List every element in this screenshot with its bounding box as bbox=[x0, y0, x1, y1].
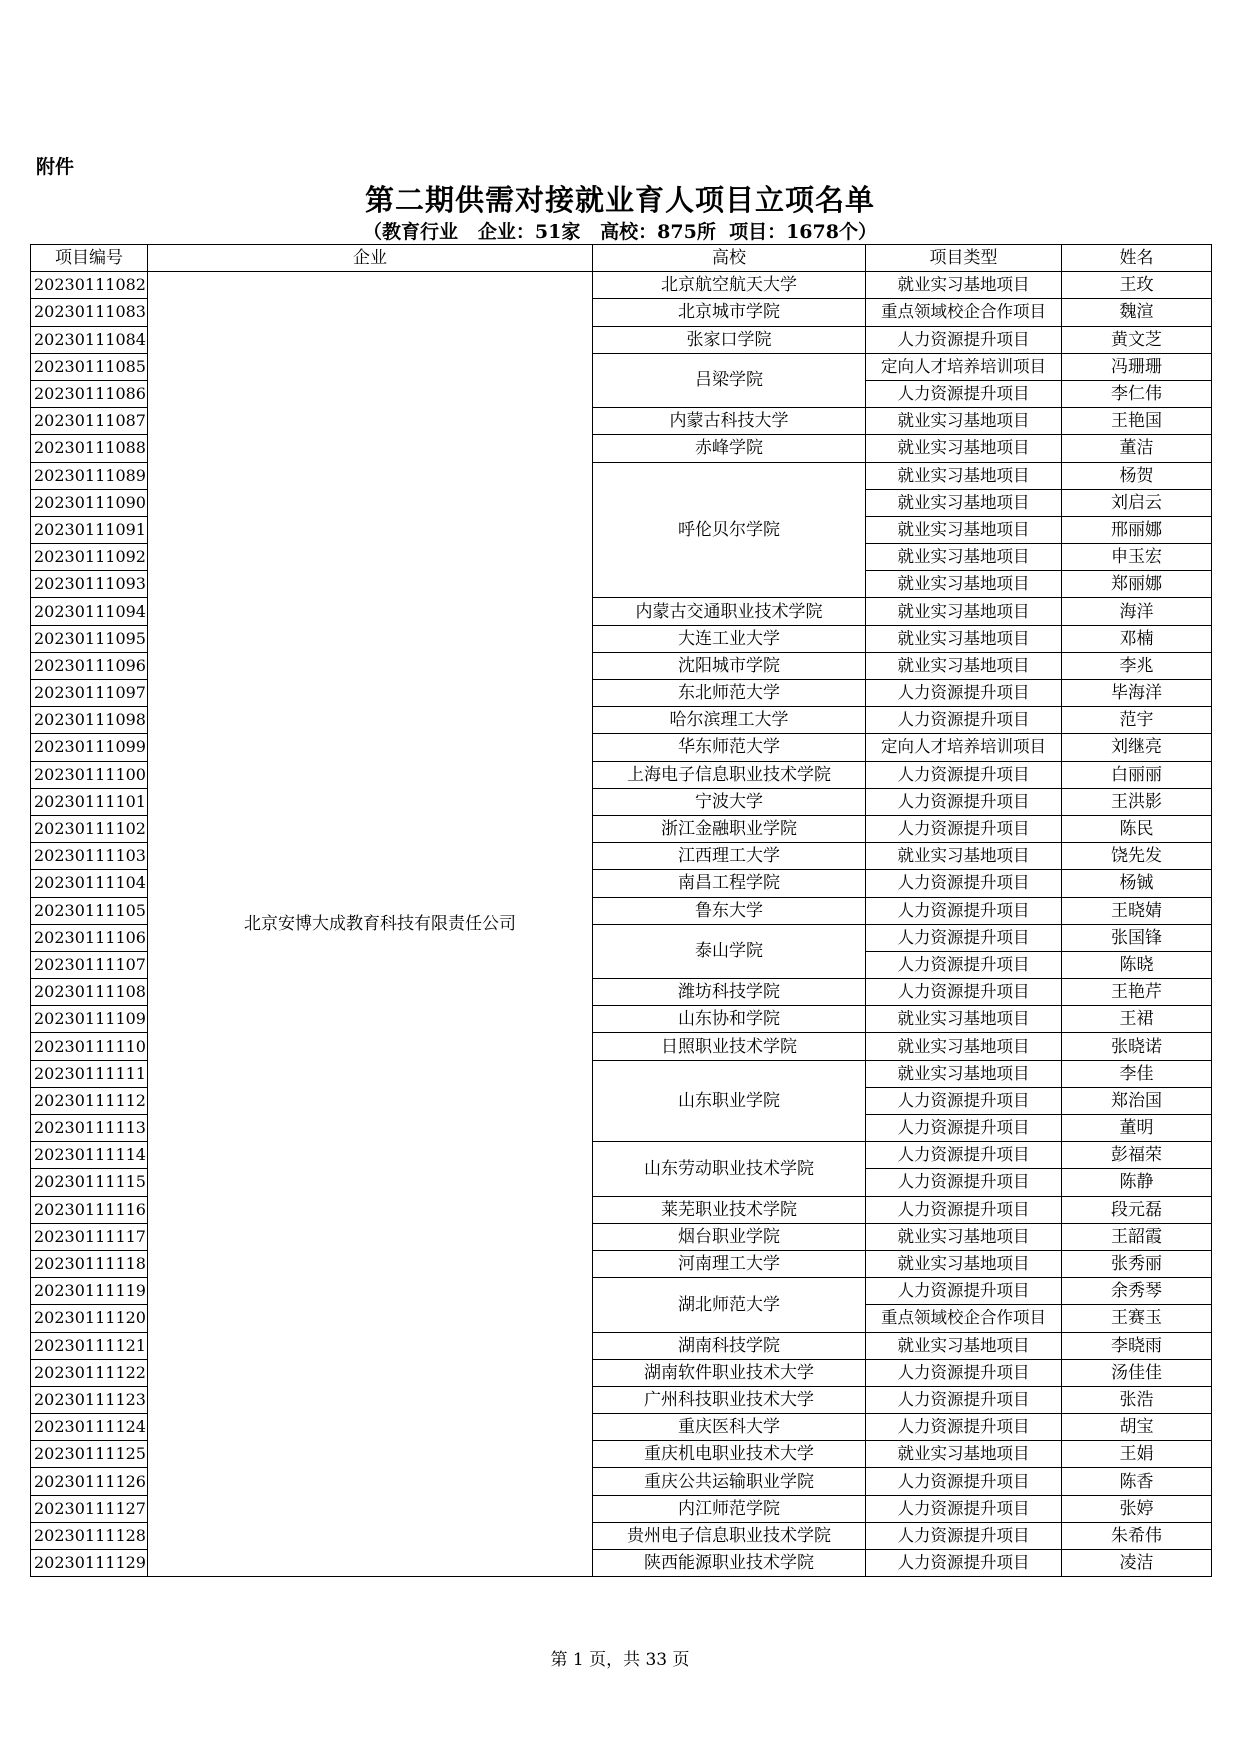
person-name-cell: 王晓婧 bbox=[1062, 897, 1212, 924]
page-title: 第二期供需对接就业育人项目立项名单 bbox=[364, 183, 875, 217]
school-cell: 上海电子信息职业技术学院 bbox=[593, 761, 866, 788]
person-name-cell: 申玉宏 bbox=[1062, 544, 1212, 571]
person-name-cell: 王洪影 bbox=[1062, 788, 1212, 815]
person-name-cell: 张浩 bbox=[1062, 1386, 1212, 1413]
school-cell: 山东劳动职业技术学院 bbox=[593, 1142, 866, 1196]
project-type-cell: 人力资源提升项目 bbox=[866, 788, 1062, 815]
school-cell: 呼伦贝尔学院 bbox=[593, 462, 866, 598]
project-type-cell: 人力资源提升项目 bbox=[866, 1468, 1062, 1495]
project-type-cell: 人力资源提升项目 bbox=[866, 979, 1062, 1006]
person-name-cell: 段元磊 bbox=[1062, 1196, 1212, 1223]
person-name-cell: 张婷 bbox=[1062, 1495, 1212, 1522]
attachment-label: 附件 bbox=[36, 156, 75, 178]
project-id-cell: 20230111123 bbox=[31, 1386, 148, 1413]
school-cell: 重庆机电职业技术大学 bbox=[593, 1441, 866, 1468]
school-cell: 山东职业学院 bbox=[593, 1060, 866, 1142]
person-name-cell: 毕海洋 bbox=[1062, 680, 1212, 707]
school-cell: 浙江金融职业学院 bbox=[593, 815, 866, 842]
project-id-cell: 20230111109 bbox=[31, 1006, 148, 1033]
page-footer: 第 1 页，共 33 页 bbox=[550, 1650, 690, 1670]
header-name: 姓名 bbox=[1062, 245, 1212, 272]
project-id-cell: 20230111083 bbox=[31, 299, 148, 326]
person-name-cell: 董明 bbox=[1062, 1115, 1212, 1142]
project-id-cell: 20230111106 bbox=[31, 924, 148, 951]
school-cell: 河南理工大学 bbox=[593, 1250, 866, 1277]
person-name-cell: 王玫 bbox=[1062, 272, 1212, 299]
project-id-cell: 20230111084 bbox=[31, 326, 148, 353]
page-subtitle: （教育行业 企业：51家 高校：875所 项目：1678个） bbox=[363, 221, 877, 243]
project-id-cell: 20230111107 bbox=[31, 951, 148, 978]
person-name-cell: 王韶霞 bbox=[1062, 1223, 1212, 1250]
school-cell: 广州科技职业技术大学 bbox=[593, 1386, 866, 1413]
school-cell: 内蒙古科技大学 bbox=[593, 408, 866, 435]
person-name-cell: 陈晓 bbox=[1062, 951, 1212, 978]
school-cell: 贵州电子信息职业技术学院 bbox=[593, 1522, 866, 1549]
project-id-cell: 20230111124 bbox=[31, 1414, 148, 1441]
school-cell: 重庆医科大学 bbox=[593, 1414, 866, 1441]
project-id-cell: 20230111128 bbox=[31, 1522, 148, 1549]
header-project-type: 项目类型 bbox=[866, 245, 1062, 272]
project-id-cell: 20230111119 bbox=[31, 1278, 148, 1305]
person-name-cell: 王艳芹 bbox=[1062, 979, 1212, 1006]
person-name-cell: 汤佳佳 bbox=[1062, 1359, 1212, 1386]
project-id-cell: 20230111117 bbox=[31, 1223, 148, 1250]
project-type-cell: 人力资源提升项目 bbox=[866, 1359, 1062, 1386]
project-id-cell: 20230111125 bbox=[31, 1441, 148, 1468]
project-id-cell: 20230111102 bbox=[31, 815, 148, 842]
project-type-cell: 人力资源提升项目 bbox=[866, 1142, 1062, 1169]
school-cell: 北京航空航天大学 bbox=[593, 272, 866, 299]
project-type-cell: 就业实习基地项目 bbox=[866, 1223, 1062, 1250]
project-type-cell: 就业实习基地项目 bbox=[866, 435, 1062, 462]
school-cell: 江西理工大学 bbox=[593, 843, 866, 870]
person-name-cell: 陈静 bbox=[1062, 1169, 1212, 1196]
school-cell: 吕梁学院 bbox=[593, 353, 866, 407]
project-id-cell: 20230111093 bbox=[31, 571, 148, 598]
project-type-cell: 人力资源提升项目 bbox=[866, 326, 1062, 353]
project-type-cell: 人力资源提升项目 bbox=[866, 1414, 1062, 1441]
project-type-cell: 就业实习基地项目 bbox=[866, 516, 1062, 543]
school-cell: 日照职业技术学院 bbox=[593, 1033, 866, 1060]
person-name-cell: 杨铖 bbox=[1062, 870, 1212, 897]
project-type-cell: 人力资源提升项目 bbox=[866, 1115, 1062, 1142]
project-id-cell: 20230111100 bbox=[31, 761, 148, 788]
school-cell: 赤峰学院 bbox=[593, 435, 866, 462]
project-type-cell: 就业实习基地项目 bbox=[866, 1441, 1062, 1468]
person-name-cell: 陈香 bbox=[1062, 1468, 1212, 1495]
person-name-cell: 刘启云 bbox=[1062, 489, 1212, 516]
person-name-cell: 邓楠 bbox=[1062, 625, 1212, 652]
header-enterprise: 企业 bbox=[148, 245, 593, 272]
project-type-cell: 定向人才培养培训项目 bbox=[866, 734, 1062, 761]
project-id-cell: 20230111086 bbox=[31, 380, 148, 407]
project-id-cell: 20230111108 bbox=[31, 979, 148, 1006]
person-name-cell: 李兆 bbox=[1062, 652, 1212, 679]
project-type-cell: 人力资源提升项目 bbox=[866, 924, 1062, 951]
project-id-cell: 20230111085 bbox=[31, 353, 148, 380]
person-name-cell: 朱希伟 bbox=[1062, 1522, 1212, 1549]
person-name-cell: 李晓雨 bbox=[1062, 1332, 1212, 1359]
person-name-cell: 张秀丽 bbox=[1062, 1250, 1212, 1277]
person-name-cell: 王娟 bbox=[1062, 1441, 1212, 1468]
project-id-cell: 20230111089 bbox=[31, 462, 148, 489]
project-id-cell: 20230111121 bbox=[31, 1332, 148, 1359]
person-name-cell: 王裙 bbox=[1062, 1006, 1212, 1033]
project-id-cell: 20230111082 bbox=[31, 272, 148, 299]
project-id-cell: 20230111110 bbox=[31, 1033, 148, 1060]
school-cell: 鲁东大学 bbox=[593, 897, 866, 924]
school-cell: 沈阳城市学院 bbox=[593, 652, 866, 679]
person-name-cell: 王赛玉 bbox=[1062, 1305, 1212, 1332]
project-id-cell: 20230111090 bbox=[31, 489, 148, 516]
school-cell: 潍坊科技学院 bbox=[593, 979, 866, 1006]
project-id-cell: 20230111097 bbox=[31, 680, 148, 707]
project-id-cell: 20230111115 bbox=[31, 1169, 148, 1196]
project-id-cell: 20230111122 bbox=[31, 1359, 148, 1386]
project-type-cell: 就业实习基地项目 bbox=[866, 843, 1062, 870]
project-id-cell: 20230111113 bbox=[31, 1115, 148, 1142]
school-cell: 莱芜职业技术学院 bbox=[593, 1196, 866, 1223]
project-type-cell: 重点领域校企合作项目 bbox=[866, 299, 1062, 326]
person-name-cell: 凌洁 bbox=[1062, 1550, 1212, 1577]
project-type-cell: 人力资源提升项目 bbox=[866, 680, 1062, 707]
enterprise-cell: 北京安博大成教育科技有限责任公司 bbox=[148, 272, 593, 1577]
project-type-cell: 就业实习基地项目 bbox=[866, 489, 1062, 516]
person-name-cell: 彭福荣 bbox=[1062, 1142, 1212, 1169]
table-body bbox=[31, 272, 1212, 1577]
school-cell: 北京城市学院 bbox=[593, 299, 866, 326]
table-row bbox=[31, 272, 1212, 299]
person-name-cell: 余秀琴 bbox=[1062, 1278, 1212, 1305]
person-name-cell: 张国锋 bbox=[1062, 924, 1212, 951]
project-type-cell: 人力资源提升项目 bbox=[866, 761, 1062, 788]
project-type-cell: 人力资源提升项目 bbox=[866, 1550, 1062, 1577]
project-id-cell: 20230111118 bbox=[31, 1250, 148, 1277]
header-project-id: 项目编号 bbox=[31, 245, 148, 272]
project-type-cell: 就业实习基地项目 bbox=[866, 1060, 1062, 1087]
project-id-cell: 20230111095 bbox=[31, 625, 148, 652]
person-name-cell: 王艳国 bbox=[1062, 408, 1212, 435]
person-name-cell: 范宇 bbox=[1062, 707, 1212, 734]
project-type-cell: 人力资源提升项目 bbox=[866, 897, 1062, 924]
project-type-cell: 就业实习基地项目 bbox=[866, 544, 1062, 571]
project-id-cell: 20230111116 bbox=[31, 1196, 148, 1223]
project-type-cell: 人力资源提升项目 bbox=[866, 815, 1062, 842]
person-name-cell: 董洁 bbox=[1062, 435, 1212, 462]
school-cell: 内蒙古交通职业技术学院 bbox=[593, 598, 866, 625]
school-cell: 南昌工程学院 bbox=[593, 870, 866, 897]
project-id-cell: 20230111099 bbox=[31, 734, 148, 761]
school-cell: 湖北师范大学 bbox=[593, 1278, 866, 1332]
school-cell: 陕西能源职业技术学院 bbox=[593, 1550, 866, 1577]
school-cell: 重庆公共运输职业学院 bbox=[593, 1468, 866, 1495]
project-id-cell: 20230111104 bbox=[31, 870, 148, 897]
person-name-cell: 海洋 bbox=[1062, 598, 1212, 625]
project-id-cell: 20230111087 bbox=[31, 408, 148, 435]
person-name-cell: 黄文芝 bbox=[1062, 326, 1212, 353]
school-cell: 内江师范学院 bbox=[593, 1495, 866, 1522]
school-cell: 泰山学院 bbox=[593, 924, 866, 978]
project-id-cell: 20230111127 bbox=[31, 1495, 148, 1522]
person-name-cell: 冯珊珊 bbox=[1062, 353, 1212, 380]
school-cell: 东北师范大学 bbox=[593, 680, 866, 707]
school-cell: 哈尔滨理工大学 bbox=[593, 707, 866, 734]
project-id-cell: 20230111120 bbox=[31, 1305, 148, 1332]
project-type-cell: 人力资源提升项目 bbox=[866, 1495, 1062, 1522]
project-type-cell: 人力资源提升项目 bbox=[866, 1278, 1062, 1305]
project-id-cell: 20230111129 bbox=[31, 1550, 148, 1577]
school-cell: 山东协和学院 bbox=[593, 1006, 866, 1033]
project-type-cell: 就业实习基地项目 bbox=[866, 1033, 1062, 1060]
project-id-cell: 20230111103 bbox=[31, 843, 148, 870]
project-type-cell: 就业实习基地项目 bbox=[866, 408, 1062, 435]
project-type-cell: 人力资源提升项目 bbox=[866, 1169, 1062, 1196]
person-name-cell: 魏渲 bbox=[1062, 299, 1212, 326]
project-type-cell: 人力资源提升项目 bbox=[866, 380, 1062, 407]
project-table bbox=[30, 244, 1212, 1577]
project-type-cell: 定向人才培养培训项目 bbox=[866, 353, 1062, 380]
project-id-cell: 20230111091 bbox=[31, 516, 148, 543]
project-id-cell: 20230111112 bbox=[31, 1087, 148, 1114]
project-type-cell: 就业实习基地项目 bbox=[866, 462, 1062, 489]
project-type-cell: 就业实习基地项目 bbox=[866, 272, 1062, 299]
person-name-cell: 陈民 bbox=[1062, 815, 1212, 842]
school-cell: 湖南软件职业技术大学 bbox=[593, 1359, 866, 1386]
school-cell: 烟台职业学院 bbox=[593, 1223, 866, 1250]
project-id-cell: 20230111126 bbox=[31, 1468, 148, 1495]
person-name-cell: 邢丽娜 bbox=[1062, 516, 1212, 543]
project-id-cell: 20230111098 bbox=[31, 707, 148, 734]
project-type-cell: 人力资源提升项目 bbox=[866, 707, 1062, 734]
project-type-cell: 人力资源提升项目 bbox=[866, 1087, 1062, 1114]
table-header-row bbox=[31, 245, 1212, 272]
project-id-cell: 20230111114 bbox=[31, 1142, 148, 1169]
project-id-cell: 20230111092 bbox=[31, 544, 148, 571]
school-cell: 大连工业大学 bbox=[593, 625, 866, 652]
school-cell: 宁波大学 bbox=[593, 788, 866, 815]
project-id-cell: 20230111105 bbox=[31, 897, 148, 924]
person-name-cell: 李佳 bbox=[1062, 1060, 1212, 1087]
header-school: 高校 bbox=[593, 245, 866, 272]
project-type-cell: 人力资源提升项目 bbox=[866, 1522, 1062, 1549]
project-id-cell: 20230111088 bbox=[31, 435, 148, 462]
person-name-cell: 郑丽娜 bbox=[1062, 571, 1212, 598]
person-name-cell: 白丽丽 bbox=[1062, 761, 1212, 788]
project-type-cell: 人力资源提升项目 bbox=[866, 1386, 1062, 1413]
school-cell: 湖南科技学院 bbox=[593, 1332, 866, 1359]
project-type-cell: 重点领域校企合作项目 bbox=[866, 1305, 1062, 1332]
project-type-cell: 就业实习基地项目 bbox=[866, 1332, 1062, 1359]
project-type-cell: 人力资源提升项目 bbox=[866, 1196, 1062, 1223]
project-type-cell: 就业实习基地项目 bbox=[866, 1006, 1062, 1033]
project-type-cell: 人力资源提升项目 bbox=[866, 951, 1062, 978]
project-id-cell: 20230111096 bbox=[31, 652, 148, 679]
person-name-cell: 饶先发 bbox=[1062, 843, 1212, 870]
person-name-cell: 杨贺 bbox=[1062, 462, 1212, 489]
project-id-cell: 20230111094 bbox=[31, 598, 148, 625]
project-id-cell: 20230111101 bbox=[31, 788, 148, 815]
person-name-cell: 胡宝 bbox=[1062, 1414, 1212, 1441]
project-type-cell: 就业实习基地项目 bbox=[866, 1250, 1062, 1277]
project-id-cell: 20230111111 bbox=[31, 1060, 148, 1087]
person-name-cell: 郑治国 bbox=[1062, 1087, 1212, 1114]
project-type-cell: 就业实习基地项目 bbox=[866, 652, 1062, 679]
project-type-cell: 就业实习基地项目 bbox=[866, 598, 1062, 625]
school-cell: 华东师范大学 bbox=[593, 734, 866, 761]
school-cell: 张家口学院 bbox=[593, 326, 866, 353]
person-name-cell: 李仁伟 bbox=[1062, 380, 1212, 407]
project-type-cell: 就业实习基地项目 bbox=[866, 625, 1062, 652]
project-type-cell: 人力资源提升项目 bbox=[866, 870, 1062, 897]
person-name-cell: 刘继亮 bbox=[1062, 734, 1212, 761]
project-type-cell: 就业实习基地项目 bbox=[866, 571, 1062, 598]
person-name-cell: 张晓诺 bbox=[1062, 1033, 1212, 1060]
